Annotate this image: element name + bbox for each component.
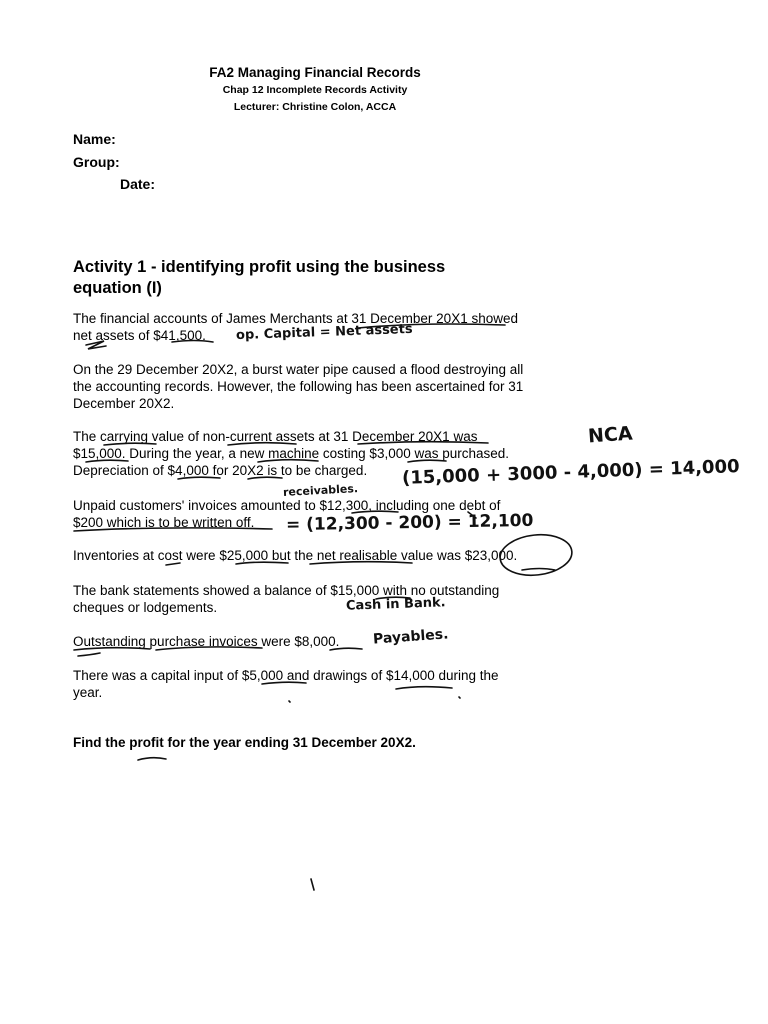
handwritten-nca: NCA [587, 422, 634, 448]
handwritten-receivables: receivables. [282, 482, 359, 499]
handwritten-op-capital: op. Capital = Net assets [235, 321, 413, 344]
question-text: Find the profit for the year ending 31 December 20X2. [73, 735, 416, 750]
mark-outstanding-hook [78, 653, 100, 656]
dot-mark-1 [289, 701, 290, 702]
handwritten-receivables-calculation: = (12,300 - 200) = 12,100 [285, 510, 534, 536]
activity-heading: Activity 1 - identifying profit using the business equation (I) [73, 258, 446, 297]
paragraph-capital-drawings: There was a capital input of $5,000 and drawings of $14,000 during the year. [73, 668, 499, 700]
name-field-label: Name: [73, 131, 116, 147]
paragraph-inventories: Inventories at cost were $25,000 but the net realisable value was $23,000. [73, 548, 518, 563]
group-field-label: Group: [73, 154, 120, 170]
underline-23000 [522, 569, 555, 571]
paragraph-flood: On the 29 December 20X2, a burst water pipe caused a flood destroying all the accounting records. However, the following has been ascertained for 31 December 20X2. [73, 362, 524, 411]
paragraph-net-assets: The financial accounts of James Merchants at 31 December 20X1 showed net assets of $41,500. [73, 311, 518, 343]
paragraph-bank: The bank statements showed a balance of $15,000 with no outstanding cheques or lodgements. [73, 583, 500, 615]
stray-pen-mark [311, 879, 314, 890]
handwritten-nca-calculation: (15,000 + 3000 - 4,000) = 14,000 [401, 456, 740, 489]
paragraph-payables: Outstanding purchase invoices were $8,000. [73, 634, 340, 649]
underline-profit [138, 758, 166, 760]
paragraph-receivables: Unpaid customers' invoices amounted to $12,300, including one debt of $200 which is to be written off. [73, 498, 501, 530]
lecturer-line: Lecturer: Christine Colon, ACCA [233, 101, 397, 113]
handwritten-payables: Payables. [372, 626, 449, 648]
document-title: FA2 Managing Financial Records [209, 65, 421, 80]
paragraph-non-current-assets: The carrying value of non-current assets at 31 December 20X1 was $15,000. During the year, a new machine costing $3,000 was purchased. Depreciation of $4,000 for 20X2 is to be charged. [73, 429, 510, 478]
document-subtitle: Chap 12 Incomplete Records Activity [222, 84, 408, 96]
handwritten-cash-in-bank: Cash in Bank. [345, 595, 446, 614]
date-field-label: Date: [120, 176, 156, 192]
